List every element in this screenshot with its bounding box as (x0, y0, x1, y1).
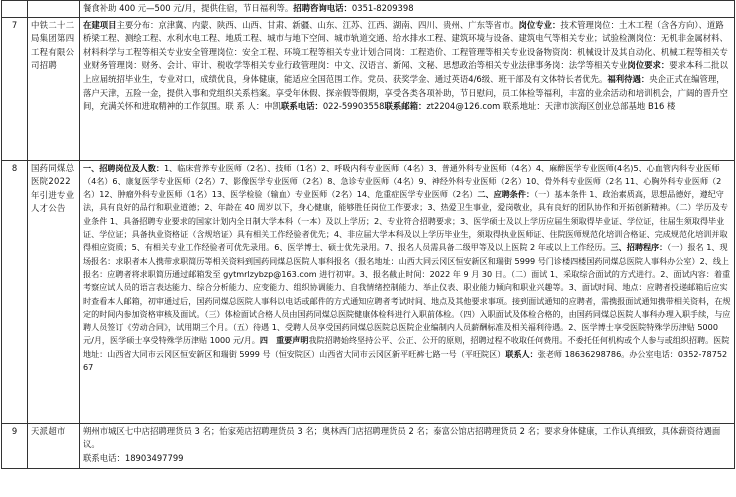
section-text: （一）基本条件 1、政治素质高，思想品德好，遵纪守法，具有良好的品行和职业道德；2、年龄在 40 周岁以下，身心健康，能够胜任岗位工作要求；3、热爱卫生事业，爱岗敬业，具有良好的团队协作和开拓创新精神。（二）学历及专业条件 1、具备招聘专业要求的国家计划内全日制大学本科（一本）及以上学历；2、专业符合招聘要求；3、医学硕士及以上学历应届生须取得毕业证、学位证，往届生须取得毕业证、学位证；具备执业资格证（含规培证）具有相关工作经验者优先；4、非应届大学本科及以上学历毕业生，须取得执业医师证、住院医师规范化培训合格证、完成规范化培训并取得相应资质；5、有相关专业工作经验者可优先录用。6、医学博士、硕士优先录用。7、报名人员需具备二级甲等及以上医院 2 年或以上工作经历。 (83, 189, 728, 253)
section-label: 在建项目 (83, 19, 117, 30)
section-text: 要求本科二批以上应届统招毕业生，专业对口，成绩优良，身体健康，能适应全国范围工作。党员、获奖学金、通过英语4/6级、班干部及有文体特长者优先。 (83, 60, 728, 84)
detail-cell (80, 160, 735, 423)
detail-cell (80, 1, 735, 18)
contact-person-label: 联 系 人： (225, 101, 265, 112)
org-cell: 中铁二十二局集团第四工程有限公司招聘 (28, 17, 80, 160)
section-label: 二、应聘条件： (477, 189, 535, 200)
contact-phone-label: 联系电话： (280, 101, 323, 112)
section-text: 主要分布：京津冀、内蒙、陕西、山西、甘肃、新疆、山东、江苏、江西、湖南、四川、贵州、广东等省市。 (116, 19, 519, 30)
contact-phone: 0351-8209398 (351, 3, 414, 13)
row-number-cell: 8 (2, 160, 28, 423)
section-text: 我院招聘始终坚持公平、公正、公开的原则，招聘过程不收取任何费用。不委托任何机构或个人参与或组织招聘。医院地址：山西省大同市云冈区恒安新区和瑞街 5999 号（恒安院区）山西省大同市云冈区新平旺裤七路一号（平旺院区） (83, 335, 730, 359)
detail-text: 餐食补助 400 元—500 元/月，提供住宿，节日福利等。 (83, 3, 294, 13)
recruitment-table-sheet (1, 0, 734, 495)
contact-phone: 18903497799 (124, 452, 184, 463)
section-label: 岗位要求： (627, 60, 670, 71)
row-number-cell: 7 (2, 17, 28, 160)
section-label: 三、招聘程序： (610, 242, 668, 253)
section-label: 福利待遇： (607, 73, 650, 84)
row-number-cell: 9 (2, 423, 28, 468)
section-text: 央企正式在编管理，落户天津，五险一金，提供入事和党组织关系档案。享受年休假、探亲假等假期，享受各类各项补助，节日慰问，员工体检等福利，丰富的业余活动和培训机会，广阔的晋升空间，充满关怀和进取精神的工作氛围。 (83, 73, 728, 112)
recruitment-table (1, 0, 735, 469)
detail-cell (80, 17, 735, 160)
section-label: 四 重要声明 (259, 335, 309, 346)
contact-email-address: zt2204@126.com 联系地址：天津市滨海区创业总部基地 B16 楼 (426, 101, 676, 112)
section-text: 1、临床营养专业医师（2名）、技师（1名）2、呼吸内科专业医师（4名）3、普通外科专业医师（4名）4、麻醉医学专业医师(4名)5、心血管内科专业医师（4名）6、康复医学专业医师（2名）7、影像医学专业医师（2名）8、急诊专业医师（4名）9、神经外科专业医师（2名）10、骨外科专业医师（2名 11、心胸外科专业医师（2名）12、肿瘤外科专业医师（1名）13、医学检验（输血）专业医师（2名）14、危重症医学专业医师（2名） (83, 162, 722, 200)
section-text: （一）报名 1、现场报名：求职者本人携带求职简历等相关资料到国药同煤总医院人事科报名（报名地址：山西大同云冈区恒安新区和瑞街 5999 号门诊楼四楼国药同煤总医院人事科办公室）2、线上报名：应聘者将求职简历通过邮箱发至 gytmrlzybzp@163.com 进行初审。3、报名截止时间：2022 年 9 月 30 日。（二）面试 1、采取综合面试的方式进行。2、面试内容：着重考察应试人员的语言表达能力、综合分析能力、应变能力、组织协调能力、自我情绪控制能力、举止仪表、职业能力倾向和职业兴趣等。3、面试时间、地点：应聘者投递邮箱后应实时查看本人邮箱，初审通过后，国药同煤总医院人事科以电话或邮件的方式通知应聘者考试时间、地点及其他要求事项。接到面试通知的应聘者，需携报面试通知携带相关资料，在规定的时间内参加资格审核及面试。（三）体检面试合格人员由国药同煤总医院健康体检科进行入职前体检。（四）入职面试及体检合格的，由国药同煤总医院人事科办理入职手续，与应聘人员签订《劳动合同》，试用期三个月。（五）待遇 1、受聘人员享受国药同煤总医院总医院企业编制内人员薪酬标准及相关福利待遇。2、医学博士享受医院特殊学历津贴 5000 元/月，医学硕士享受特殊学历津贴 1000 元/月。 (83, 242, 731, 346)
contact-person-label: 联系人： (505, 348, 538, 359)
row-number-cell (2, 1, 28, 18)
org-cell: 国药同煤总医院2022年引进专业人才公告 (28, 160, 80, 423)
contact-phone: 022-59903558 (322, 101, 385, 112)
section-text: 技术管理岗位：土木工程（含各方向）、道路桥梁工程、测绘工程、水利水电工程、地质工程、城市与地下空间、城市轨道交通、给水排水工程、建筑环境与设备、建筑电气等相关专业；试验检测岗位：无机非金属材料、材料科学与工程等相关专业安全管理岗位：安全工程、环境工程等相关专业计划合同岗：工程造价、工程管理等相关专业设备物资岗：机械设计及其自动化、机械工程等相关专业财务管理岗：财务、会计、审计、税收学等相关专业行政管理岗：中文、汉语言、新闻、文秘、思想政治等相关专业法律事务岗：法学等相关专业 (83, 19, 728, 71)
contact-email-label: 联系邮箱： (384, 101, 427, 112)
org-cell: 天派超市 (28, 423, 80, 468)
table-row (2, 423, 735, 468)
section-label: 岗位专业： (518, 19, 561, 30)
contact-person: 张老师 18636298786。办公室电话：0352-7875267 (83, 348, 728, 373)
contact-phone-label: 联系电话： (83, 452, 125, 463)
contact-person: 申凯 (264, 101, 281, 112)
table-row (2, 160, 735, 423)
table-row (2, 17, 735, 160)
table-row (2, 1, 735, 18)
detail-cell (80, 423, 735, 468)
contact-label: 招聘咨询电话： (293, 3, 352, 13)
section-label: 一、招聘岗位及人数： (83, 162, 164, 173)
org-cell (28, 1, 80, 18)
detail-text: 朔州市城区七中店招聘理货员 3 名；怡家苑店招聘理货员 3 名；奥林西门店招聘理货员 2 名；泰富公馆店招聘理货员 2 名；要求身体健康，工作认真细致，具体薪资待遇面议。 (83, 425, 721, 450)
